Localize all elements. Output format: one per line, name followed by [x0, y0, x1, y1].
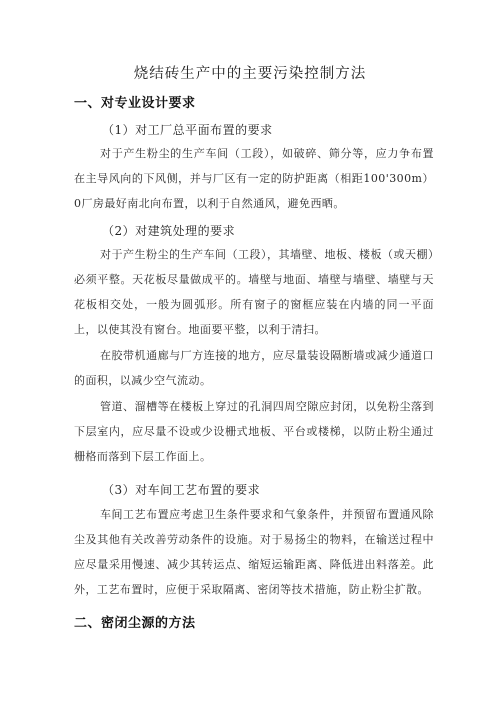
section2-heading: 二、密闭尘源的方法 [74, 616, 196, 631]
section1-heading: 一、对专业设计要求 [74, 96, 196, 111]
document-title: 烧结砖生产中的主要污染控制方法 [133, 66, 367, 82]
subsection1-heading: （1）对工厂总平面布置的要求 [102, 123, 273, 137]
subsection3-paragraph: 车间工艺布置应考虑卫生条件要求和气象条件，并预留布置通风除尘及其他有关改善劳动条件的设施。对于易扬尘的物料，在输送过程中应尽量采用慢速、减少其转运点、缩短运输距离、降低进出料落差。此外，工艺布置时，应便于采取隔离、密闭等技术措施，防止粉尘扩散。 [74, 508, 434, 596]
subsection2-paragraph-2: 在胶带机通廊与厂方连接的地方，应尽量装设隔断墙或减少通道口的面积，以减少空气流动。 [74, 349, 434, 387]
subsection1-paragraph: 对于产生粉尘的生产车间（工段），如破碎、筛分等，应力争布置在主导风向的下风侧，并与厂区有一定的防护距离（相距100'300m）0厂房最好南北向布置，以利于自然通风，避免西晒。 [74, 147, 434, 210]
subsection2-heading: （2）对建筑处理的要求 [102, 224, 236, 238]
subsection2-paragraph-3: 管道、溜槽等在楼板上穿过的孔洞四周空隙应封闭，以免粉尘落到下层室内，应尽量不设或少设栅式地板、平台或楼梯，以防止粉尘通过栅格而落到下层工作面上。 [74, 400, 434, 463]
subsection3-heading: （3）对车间工艺布置的要求 [102, 483, 261, 497]
subsection2-paragraph-1: 对于产生粉尘的生产车间（工段），其墙壁、地板、楼板（或天棚）必须平整。天花板尽量做成平的。墙壁与地面、墙壁与墙壁、墙壁与天花板相交处，一般为圆弧形。所有窗子的窗框应装在内墙的同一平面上，以使其没有窗台。地面要平整，以利于清扫。 [74, 248, 434, 336]
